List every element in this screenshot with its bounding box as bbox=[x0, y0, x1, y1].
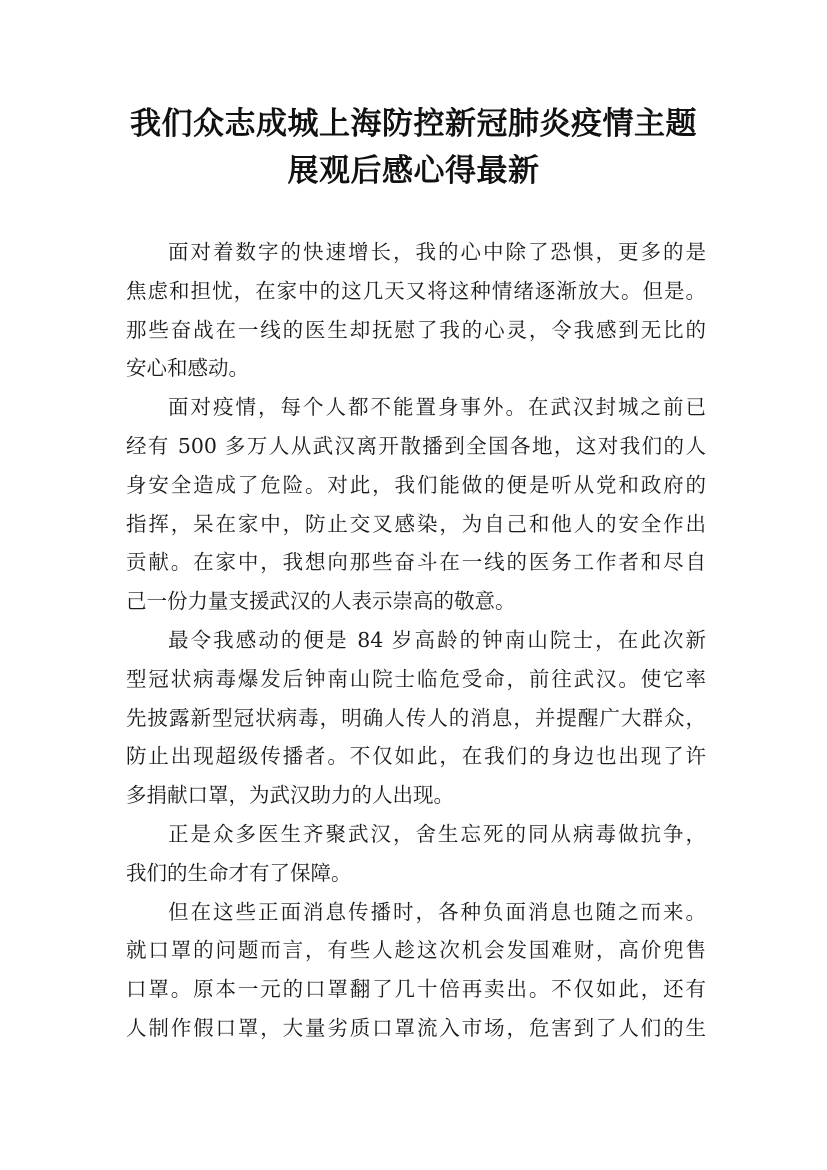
paragraph-line: 面对疫情，每个人都不能置身事外。在武汉封城之前已 bbox=[168, 395, 706, 420]
paragraph-1 bbox=[126, 233, 706, 388]
paragraph-line: 焦虑和担忧，在家中的这几天又将这种情绪逐渐放大。但是。 bbox=[126, 278, 706, 303]
paragraph-line: 最令我感动的便是 84 岁高龄的钟南山院士，在此次新 bbox=[168, 627, 706, 652]
paragraph-4 bbox=[126, 815, 706, 893]
paragraph-line: 经有 500 多万人从武汉离开散播到全国各地，这对我们的人 bbox=[126, 433, 706, 458]
paragraph-line: 那些奋战在一线的医生却抚慰了我的心灵，令我感到无比的 bbox=[126, 317, 706, 342]
document-body bbox=[126, 233, 706, 1048]
paragraph-2 bbox=[126, 388, 706, 621]
paragraph-line: 防止出现超级传播者。不仅如此，在我们的身边也出现了许 bbox=[126, 744, 706, 769]
paragraph-line: 多捐献口罩，为武汉助力的人出现。 bbox=[126, 783, 454, 808]
paragraph-line: 型冠状病毒爆发后钟南山院士临危受命，前往武汉。使它率 bbox=[126, 666, 706, 691]
paragraph-line: 我们的生命才有了保障。 bbox=[126, 860, 352, 885]
paragraph-line: 但在这些正面消息传播时，各种负面消息也随之而来。 bbox=[168, 899, 706, 924]
paragraph-line: 身安全造成了危险。对此，我们能做的便是听从党和政府的 bbox=[126, 472, 706, 497]
paragraph-line: 先披露新型冠状病毒，明确人传人的消息，并提醒广大群众， bbox=[126, 705, 706, 730]
paragraph-line: 贡献。在家中，我想向那些奋斗在一线的医务工作者和尽自 bbox=[126, 550, 706, 575]
paragraph-line: 口罩。原本一元的口罩翻了几十倍再卖出。不仅如此，还有 bbox=[126, 977, 706, 1002]
paragraph-line: 己一份力量支援武汉的人表示崇高的敬意。 bbox=[126, 589, 516, 614]
paragraph-line: 正是众多医生齐聚武汉，舍生忘死的同从病毒做抗争， bbox=[168, 821, 706, 846]
paragraph-line: 就口罩的问题而言，有些人趁这次机会发国难财，高价兜售 bbox=[126, 938, 706, 963]
document-title-line-2: 展观后感心得最新 bbox=[287, 153, 540, 189]
paragraph-line: 指挥，呆在家中，防止交叉感染，为自己和他人的安全作出 bbox=[126, 511, 706, 536]
paragraph-line: 安心和感动。 bbox=[126, 356, 249, 381]
paragraph-line: 面对着数字的快速增长，我的心中除了恐惧，更多的是 bbox=[168, 240, 706, 264]
paragraph-line: 人制作假口罩，大量劣质口罩流入市场，危害到了人们的生 bbox=[126, 1015, 706, 1040]
paragraph-5 bbox=[126, 893, 706, 1048]
document-title-line-1: 我们众志成城上海防控新冠肺炎疫情主题 bbox=[130, 106, 697, 142]
paragraph-3 bbox=[126, 621, 706, 815]
